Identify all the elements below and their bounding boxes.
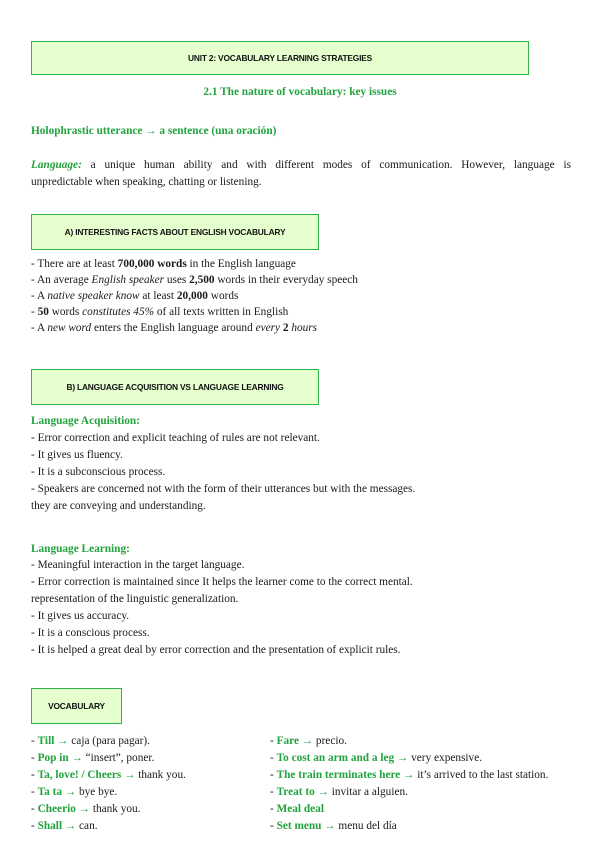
arrow-icon: → — [71, 752, 83, 764]
vocab-item: - Till → caja (para pagar). — [31, 735, 150, 747]
vocab-item: - To cost an arm and a leg → very expensive. — [270, 752, 483, 764]
arrow-icon: → — [78, 803, 90, 815]
language-text-1: a unique human ability and with different modes of communication. However, language is — [81, 159, 571, 171]
vocab-item: - Cheerio → thank you. — [31, 803, 141, 815]
vocab-item: - Fare → precio. — [270, 735, 347, 747]
unit-title-box — [31, 41, 529, 75]
learn-line: - Meaningful interaction in the target language. — [31, 559, 245, 571]
arrow-icon: → — [124, 769, 136, 781]
language-line-1 — [31, 157, 571, 174]
acq-line: they are conveying and understanding. — [31, 500, 206, 512]
facts-box — [31, 214, 319, 250]
vocab-item: - Meal deal — [270, 803, 324, 815]
unit-title: UNIT 2: VOCABULARY LEARNING STRATEGIES — [188, 53, 372, 63]
learning-heading: Language Learning: — [31, 543, 130, 555]
vocab-item: - The train terminates here → it’s arrived to the last station. — [270, 769, 549, 781]
arrow-icon: → — [301, 735, 314, 747]
vocab-item: - Ta, love! / Cheers → thank you. — [31, 769, 186, 781]
learn-line: - It is a conscious process. — [31, 627, 150, 639]
holophrastic-definition — [31, 124, 276, 139]
vocabulary-title: VOCABULARY — [48, 701, 105, 711]
vocabulary-box — [31, 688, 122, 724]
vocab-item: - Treat to → invitar a alguien. — [270, 786, 408, 798]
language-term: Language: — [31, 159, 82, 171]
language-definition — [31, 157, 571, 191]
fact-1: - There are at least 700,000 words in the English language — [31, 258, 296, 270]
acq-line: - Speakers are concerned not with the form of their utterances but with the messages. — [31, 483, 416, 495]
learn-line: representation of the linguistic generalization. — [31, 593, 239, 605]
acq-vs-learn-box — [31, 369, 319, 405]
learn-line: - It is helped a great deal by error correction and the presentation of explicit rules. — [31, 644, 401, 656]
arrow-icon: → — [64, 820, 77, 832]
fact-5: - A new word enters the English language around every 2 hours — [31, 322, 318, 334]
learn-line: - It gives us accuracy. — [31, 610, 130, 622]
vocab-item: - Ta ta → bye bye. — [31, 786, 118, 798]
arrow-icon: → — [64, 786, 77, 798]
vocab-item: - Set menu → menu del día — [270, 820, 397, 832]
fact-2: - An average English speaker uses 2,500 words in their everyday speech — [31, 274, 358, 286]
acq-line: - Error correction and explicit teaching of rules are not relevant. — [31, 432, 320, 444]
language-line-2: unpredictable when speaking, chatting or listening. — [31, 176, 262, 188]
vocab-item: - Shall → can. — [31, 820, 98, 832]
vocab-item: - Pop in → “insert”, poner. — [31, 752, 155, 764]
fact-4: - 50 words constitutes 45% of all texts written in English — [31, 306, 289, 318]
acq-line: - It gives us fluency. — [31, 449, 123, 461]
arrow-icon: → — [403, 769, 415, 781]
arrow-icon: → — [317, 786, 329, 798]
holophrastic-term: Holophrastic utterance — [31, 125, 143, 137]
section-heading: 2.1 The nature of vocabulary: key issues — [203, 86, 397, 98]
arrow-icon: → — [324, 820, 336, 832]
learn-line: - Error correction is maintained since It helps the learner come to the correct mental. — [31, 576, 413, 588]
acquisition-heading: Language Acquisition: — [31, 415, 140, 427]
fact-3: - A native speaker know at least 20,000 words — [31, 290, 239, 302]
acq-vs-learn-title: B) LANGUAGE ACQUISITION VS LANGUAGE LEARNING — [66, 382, 284, 392]
arrow-icon: → — [397, 752, 409, 764]
arrow-icon: → — [57, 735, 69, 747]
holophrastic-meaning: a sentence (una oración) — [159, 125, 277, 137]
facts-title: A) INTERESTING FACTS ABOUT ENGLISH VOCABULARY — [64, 227, 286, 237]
acq-line: - It is a subconscious process. — [31, 466, 166, 478]
arrow-icon: → — [145, 125, 157, 137]
